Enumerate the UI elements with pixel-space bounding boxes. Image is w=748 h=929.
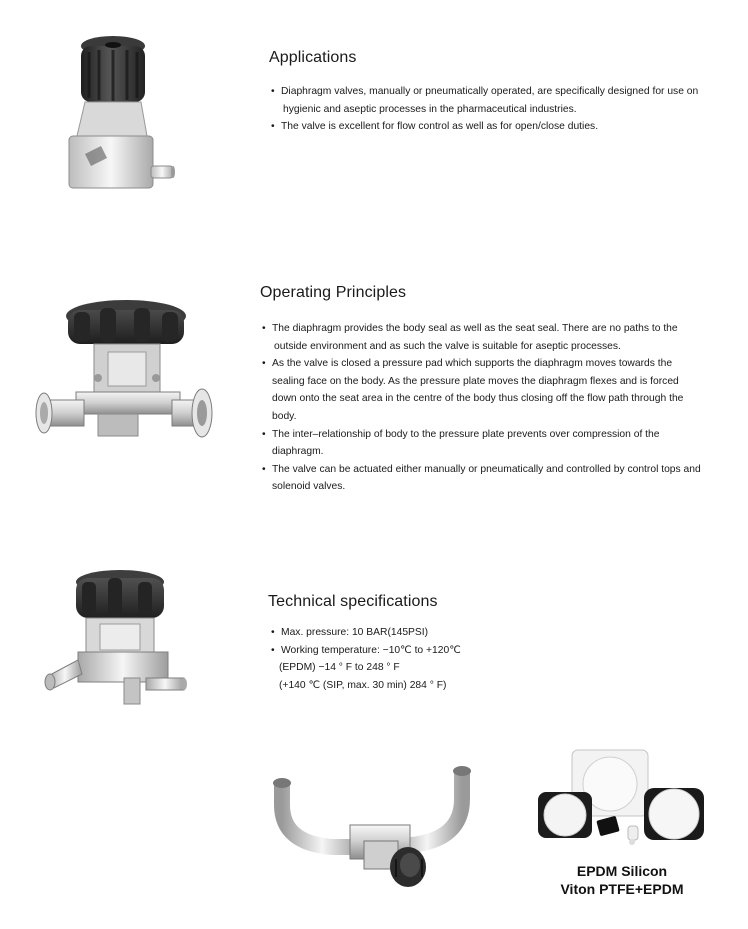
list-item-continuation: outside environment and as such the valve is suitable for aseptic processes. (274, 340, 621, 352)
applications-list (271, 83, 731, 136)
list-item: • Max. pressure: 10 BAR(145PSI) (271, 624, 571, 642)
product-image-clamp-valve (34, 292, 214, 462)
list-item-continuation: down onto the seat area in the centre of the body thus closing off the flow path through the (272, 393, 684, 405)
list-item-continuation: body. (272, 410, 297, 422)
technical-specifications-list (271, 624, 571, 694)
list-item-continuation: solenoid valves. (272, 481, 346, 493)
operating-principles-title: Operating Principles (260, 284, 407, 301)
list-item: • Diaphragm valves, manually or pneumatically operated, are specifically designed for use on (271, 83, 731, 101)
operating-principles-list (262, 320, 732, 496)
list-item-continuation: (+140 ℃ (SIP, max. 30 min) 284 ° F) (279, 679, 447, 691)
product-image-diaphragm-materials (532, 744, 712, 862)
product-image-u-bend-valve (262, 755, 487, 905)
list-item: • The diaphragm provides the body seal as well as the seat seal. There are no paths to the (262, 320, 732, 338)
list-item-continuation: sealing face on the body. As the pressure plate moves the diaphragm flexes and is forced (272, 375, 679, 387)
product-image-weld-valve (38, 560, 188, 715)
list-item-continuation: hygienic and aseptic processes in the pharmaceutical industries. (283, 103, 577, 115)
technical-specifications-title: Technical specifications (268, 593, 438, 610)
materials-caption-line-1: EPDM Silicon (576, 863, 668, 879)
list-item: • The valve can be actuated either manually or pneumatically and controlled by control tops and (262, 461, 732, 479)
list-item: • The valve is excellent for flow control as well as for open/close duties. (271, 118, 731, 136)
product-image-compact-valve (55, 28, 175, 208)
list-item: • As the valve is closed a pressure pad which supports the diaphragm moves towards the (262, 355, 732, 373)
list-item-continuation: diaphragm. (272, 446, 324, 458)
list-item: • Working temperature: −10℃ to +120℃ (271, 642, 571, 660)
applications-title: Applications (269, 49, 357, 66)
list-item-continuation: (EPDM) −14 ° F to 248 ° F (279, 662, 400, 674)
materials-caption-line-2: Viton PTFE+EPDM (560, 881, 684, 897)
materials-caption (548, 862, 696, 898)
list-item: • The inter–relationship of body to the pressure plate prevents over compression of the (262, 426, 732, 444)
